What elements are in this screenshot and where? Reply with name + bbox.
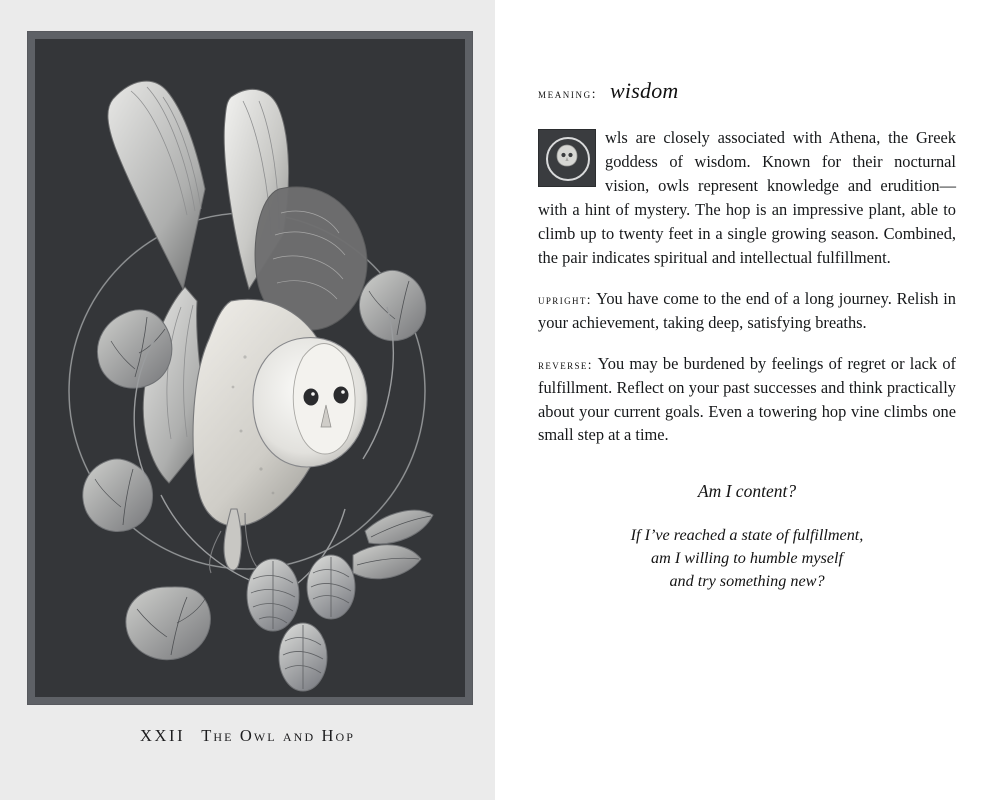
- plate-numeral: XXII: [139, 726, 186, 745]
- hop-cones: [247, 555, 355, 691]
- intro-paragraph: [538, 126, 956, 270]
- left-page: [0, 0, 495, 800]
- hop-leaf-cluster-left: [97, 310, 171, 388]
- prompt-primary: Am I content?: [697, 481, 797, 502]
- hop-leaf-bottom-left: [126, 587, 211, 660]
- prompt-secondary-line-3: and try something new?: [669, 572, 825, 591]
- meaning-line: [538, 78, 956, 104]
- hop-leaf-bottom-right: [353, 510, 433, 578]
- owl-and-hop-illustration: [35, 39, 465, 697]
- prompt-secondary: [538, 524, 956, 593]
- plate-caption: [0, 726, 495, 746]
- prompt-secondary-line-2: am I willing to humble myself: [651, 549, 843, 568]
- reverse-label: reverse:: [538, 356, 593, 372]
- owl-wing-upper: [108, 81, 205, 289]
- upright-paragraph: [538, 287, 956, 335]
- card-text-column: [538, 78, 956, 593]
- plate-title: The Owl and Hop: [201, 726, 355, 745]
- reverse-paragraph: [538, 352, 956, 448]
- illustration-plate: [35, 39, 465, 697]
- illustration-frame: [28, 32, 472, 704]
- upright-label: upright:: [538, 291, 592, 307]
- owl-face: [253, 338, 367, 467]
- right-page: [495, 0, 993, 800]
- intro-text: wls are closely associated with Athena, the Greek goddess of wisdom. Known for their nocturnal vision, owls represent knowledge and erudition—with a hint of mystery. The hop is an impressive plant, able to climb up to twenty feet in a single growing season. Combined, the pair indicates spiritual and intellectual fulfillment.: [538, 128, 956, 267]
- meaning-value: wisdom: [610, 78, 679, 103]
- prompt-secondary-line-1: If I’ve reached a state of fulfillment,: [630, 526, 864, 545]
- meaning-label: meaning:: [538, 86, 598, 101]
- owl-mini-icon: [552, 142, 582, 168]
- reflection-prompts: [538, 481, 956, 593]
- reverse-text: You may be burdened by feelings of regret or lack of fulfillment. Reflect on your past successes and think practically about your current goals. Even a towering hop vine climbs one small step at a time.: [538, 353, 956, 445]
- dropcap-owl-icon: [538, 129, 596, 187]
- upright-text: You have come to the end of a long journey. Relish in your achievement, taking deep, satisfying breaths.: [538, 288, 957, 332]
